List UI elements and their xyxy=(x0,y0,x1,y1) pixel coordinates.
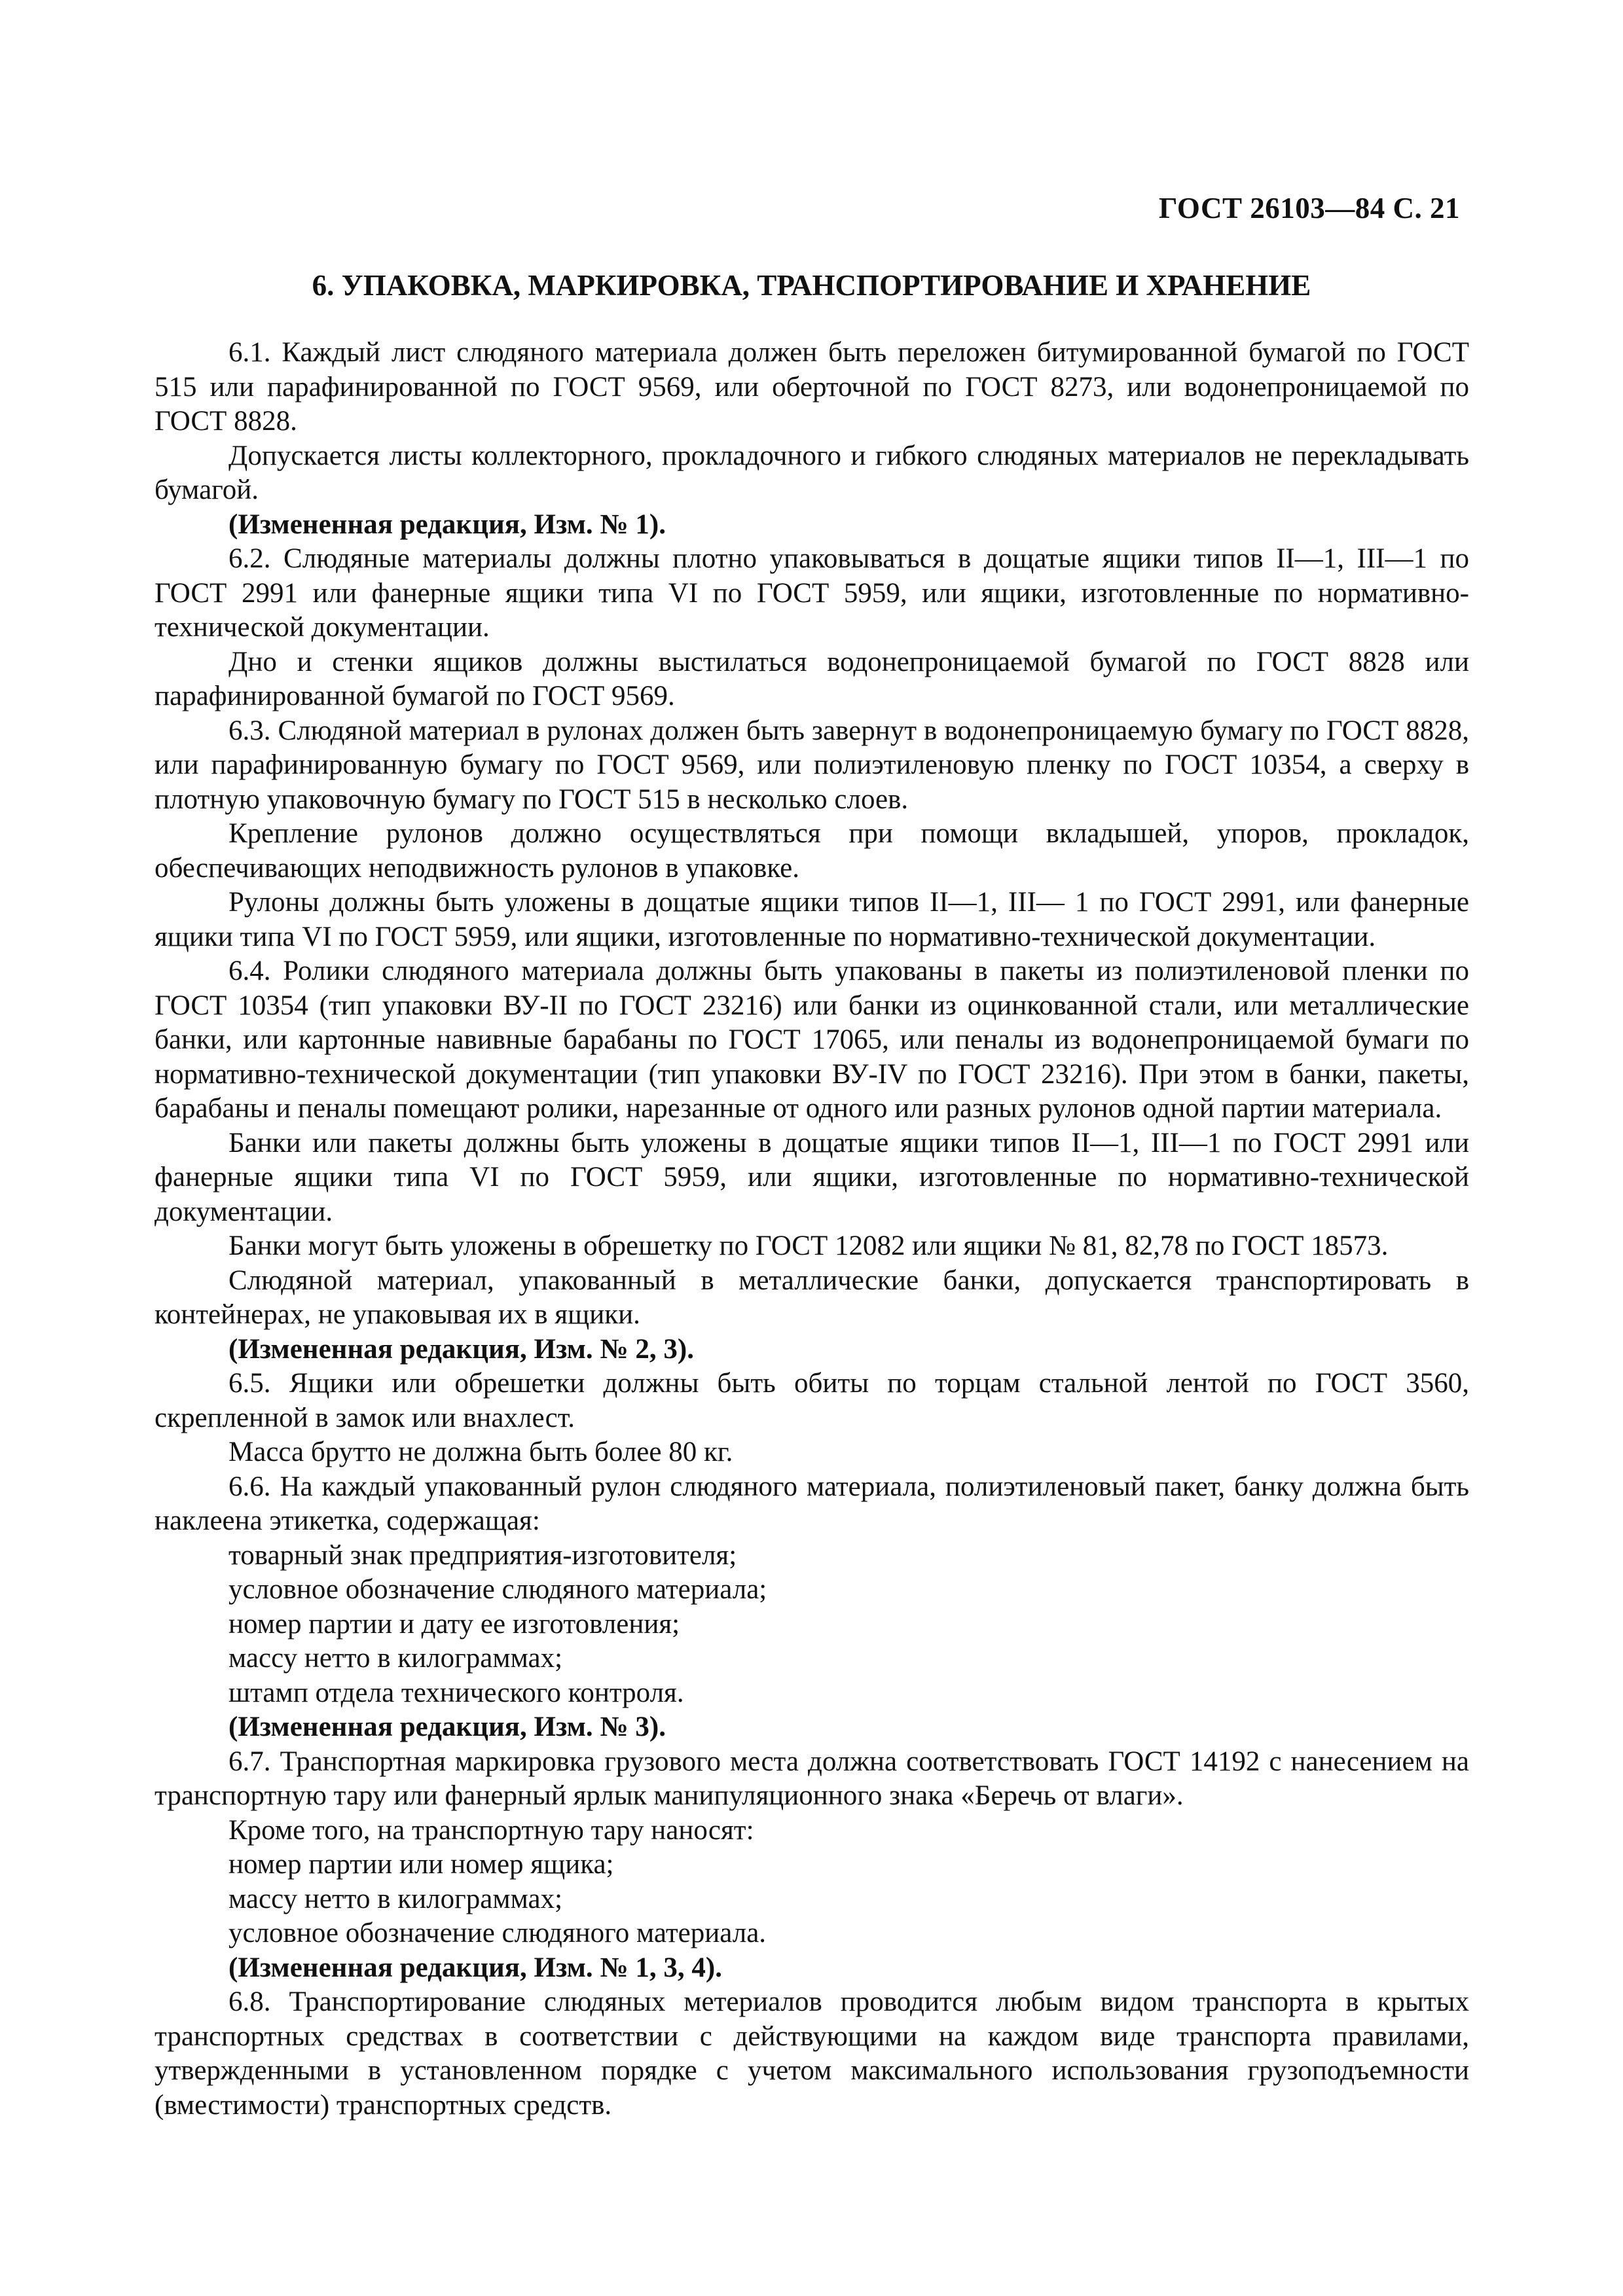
list-item: Кроме того, на транспортную тару наносят: xyxy=(228,1814,754,1846)
list-item: массу нетто в килограммах; xyxy=(228,1643,563,1674)
list-item: штамп отдела технического контроля. xyxy=(228,1677,684,1708)
paragraph: 6.2. Слюдяные материалы должны плотно упаковываться в дощатые ящики типов II—1, III—1 по ГОСТ 2991 или фанерные ящики типа VI по ГОСТ 5959, или ящики, изготовленные по нормативно-технической документации. xyxy=(155,543,1469,643)
page-header: ГОСТ 26103—84 С. 21 xyxy=(1158,192,1460,224)
list-item: условное обозначение слюдяного материала; xyxy=(228,1574,767,1605)
amendment-note: (Измененная редакция, Изм. № 2, 3). xyxy=(228,1333,694,1365)
list-item: номер партии и дату ее изготовления; xyxy=(228,1608,680,1640)
paragraph: 6.8. Транспортирование слюдяных метериалов проводится любым видом транспорта в крытых транспортных средствах в соответствии с действующими на каждом виде транспорта правилами, утвержденными в установленном порядке с учетом максимального использования грузоподъемности (вместимости) транспортных средств. xyxy=(155,1986,1469,2121)
paragraph: 6.3. Слюдяной материал в рулонах должен быть завернут в водонепроницаемую бумагу по ГОСТ 8828, или парафинированную бумагу по ГОСТ 9569, или полиэтиленовую пленку по ГОСТ 10354, а сверху в плотную упаковочную бумагу по ГОСТ 515 в несколько слоев. xyxy=(155,715,1469,815)
list-item: условное обозначение слюдяного материала. xyxy=(228,1918,767,1948)
paragraph: Банки или пакеты должны быть уложены в дощатые ящики типов II—1, III—1 по ГОСТ 2991 или фанерные ящики типа VI по ГОСТ 5959, или ящики, изготовленные по нормативно-технической документации. xyxy=(155,1127,1469,1227)
paragraph: Допускается листы коллекторного, прокладочного и гибкого слюдяных материалов не перекладывать бумагой. xyxy=(155,440,1469,505)
amendment-note: (Измененная редакция, Изм. № 1, 3, 4). xyxy=(228,1952,722,1983)
paragraph: 6.1. Каждый лист слюдяного материала должен быть переложен битумированной бумагой по ГОСТ 515 или парафинированной по ГОСТ 9569, или оберточной по ГОСТ 8273, или водонепроницаемой по ГОСТ 8828. xyxy=(155,337,1469,437)
amendment-note: (Измененная редакция, Изм. № 3). xyxy=(228,1712,666,1742)
list-item: массу нетто в килограммах; xyxy=(228,1883,563,1914)
paragraph: Банки могут быть уложены в обрешетку по ГОСТ 12082 или ящики № 81, 82,78 по ГОСТ 18573. xyxy=(228,1230,1389,1261)
list-item: товарный знак предприятия-изготовителя; xyxy=(228,1539,737,1571)
paragraph: 6.4. Ролики слюдяного материала должны быть упакованы в пакеты из полиэтиленовой пленки по ГОСТ 10354 (тип упаковки ВУ-II по ГОСТ 23216) или банки из оцинкованной стали, или металлические банки, или картонные навивные барабаны по ГОСТ 17065, или пеналы из водонепроницаемой бумаги по нормативно-технической документации (тип упаковки ВУ-IV по ГОСТ 23216). При этом в банки, пакеты, барабаны и пеналы помещают ролики, нарезанные от одного или разных рулонов одной партии материала. xyxy=(155,956,1469,1124)
document-body xyxy=(155,336,1469,2123)
paragraph: Слюдяной материал, упакованный в металлические банки, допускается транспортировать в контейнерах, не упаковывая их в ящики. xyxy=(155,1265,1469,1330)
amendment-note: (Измененная редакция, Изм. № 1). xyxy=(228,509,666,540)
list-item: номер партии или номер ящика; xyxy=(228,1849,614,1880)
paragraph: Крепление рулонов должно осуществляться при помощи вкладышей, упоров, прокладок, обеспечивающих неподвижность рулонов в упаковке. xyxy=(155,818,1469,884)
paragraph: Рулоны должны быть уложены в дощатые ящики типов II—1, III— 1 по ГОСТ 2991, или фанерные ящики типа VI по ГОСТ 5959, или ящики, изготовленные по нормативно-технической документации. xyxy=(155,887,1469,952)
paragraph: 6.7. Транспортная маркировка грузового места должна соответствовать ГОСТ 14192 с нанесением на транспортную тару или фанерный ярлык манипуляционного знака «Беречь от влаги». xyxy=(155,1746,1469,1811)
paragraph: 6.6. На каждый упакованный рулон слюдяного материала, полиэтиленовый пакет, банку должна быть наклеена этикетка, содержащая: xyxy=(155,1471,1469,1536)
paragraph: 6.5. Ящики или обрешетки должны быть обиты по торцам стальной лентой по ГОСТ 3560, скрепленной в замок или внахлест. xyxy=(155,1368,1469,1433)
paragraph: Масса брутто не должна быть более 80 кг. xyxy=(228,1437,733,1467)
paragraph: Дно и стенки ящиков должны выстилаться водонепроницаемой бумагой по ГОСТ 8828 или парафинированной бумагой по ГОСТ 9569. xyxy=(155,646,1469,711)
section-title: 6. УПАКОВКА, МАРКИРОВКА, ТРАНСПОРТИРОВАНИЕ И ХРАНЕНИЕ xyxy=(312,269,1311,302)
